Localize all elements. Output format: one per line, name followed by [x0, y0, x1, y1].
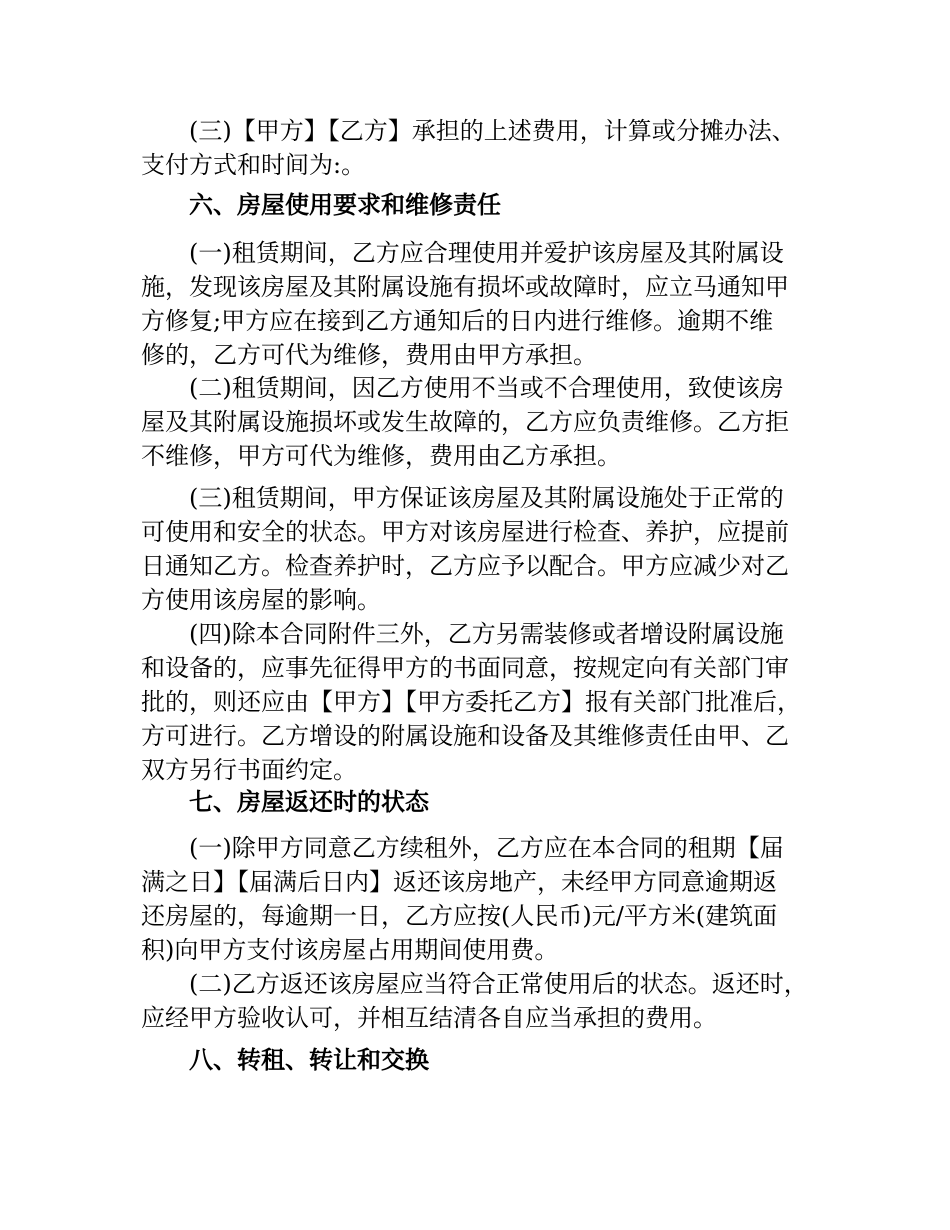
text-line: 不维修，甲方可代为维修，费用由乙方承担。 — [141, 442, 621, 470]
text-line: 施，发现该房屋及其附属设施有损坏或故障时，应立马通知甲 — [141, 273, 789, 301]
text-line: 日通知乙方。检查养护时，乙方应予以配合。甲方应减少对乙 — [141, 552, 789, 580]
text-line: 双方另行书面约定。 — [141, 756, 357, 784]
section-heading-7 — [141, 785, 831, 819]
text-line: (二)租赁期间，因乙方使用不当或不合理使用，致使该房 — [189, 374, 784, 402]
text-line: (三)租赁期间，甲方保证该房屋及其附属设施处于正常的 — [189, 484, 784, 512]
paragraph-7-1 — [141, 831, 831, 967]
text-line: (四)除本合同附件三外，乙方另需装修或者增设附属设施 — [189, 620, 784, 648]
section-heading-6 — [141, 188, 831, 222]
text-line: 和设备的，应事先征得甲方的书面同意，按规定向有关部门审 — [141, 654, 789, 682]
paragraph-6-2 — [141, 371, 831, 473]
text-line: 方可进行。乙方增设的附属设施和设备及其维修责任由甲、乙 — [141, 722, 789, 750]
heading-text: 八、转租、转让和交换 — [189, 1045, 429, 1074]
text-line: 修的，乙方可代为维修，费用由甲方承担。 — [141, 341, 597, 369]
text-line: 积)向甲方支付该房屋占用期间使用费。 — [141, 936, 559, 964]
paragraph-fees-payment — [141, 114, 831, 182]
text-line: 应经甲方验收认可，并相互结清各自应当承担的费用。 — [141, 1004, 717, 1032]
text-line: 屋及其附属设施损坏或发生故障的，乙方应负责维修。乙方拒 — [141, 408, 789, 436]
text-line: (三)【甲方】【乙方】承担的上述费用，计算或分摊办法、 — [189, 117, 796, 145]
paragraph-6-4 — [141, 617, 831, 787]
text-line: (一)租赁期间，乙方应合理使用并爱护该房屋及其附属设 — [189, 239, 784, 267]
section-heading-8 — [141, 1043, 831, 1077]
text-line: 方使用该房屋的影响。 — [141, 586, 381, 614]
heading-text: 六、房屋使用要求和维修责任 — [189, 190, 501, 219]
paragraph-7-2 — [141, 967, 831, 1035]
heading-text: 七、房屋返还时的状态 — [189, 787, 429, 816]
text-line: 满之日】【届满后日内】返还该房地产，未经甲方同意逾期返 — [141, 868, 777, 896]
text-line: 方修复;甲方应在接到乙方通知后的日内进行维修。逾期不维 — [141, 307, 774, 335]
paragraph-6-1 — [141, 236, 831, 372]
paragraph-6-3 — [141, 481, 831, 617]
text-line: (一)除甲方同意乙方续租外，乙方应在本合同的租期【届 — [189, 834, 784, 862]
text-line: 可使用和安全的状态。甲方对该房屋进行检查、养护，应提前 — [141, 518, 789, 546]
text-line: 还房屋的，每逾期一日，乙方应按(人民币)元/平方米(建筑面 — [141, 902, 778, 930]
text-line: 批的，则还应由【甲方】【甲方委托乙方】报有关部门批准后， — [141, 688, 801, 716]
text-line: 支付方式和时间为:。 — [141, 151, 366, 179]
text-line: (二)乙方返还该房屋应当符合正常使用后的状态。返还时， — [189, 970, 808, 998]
